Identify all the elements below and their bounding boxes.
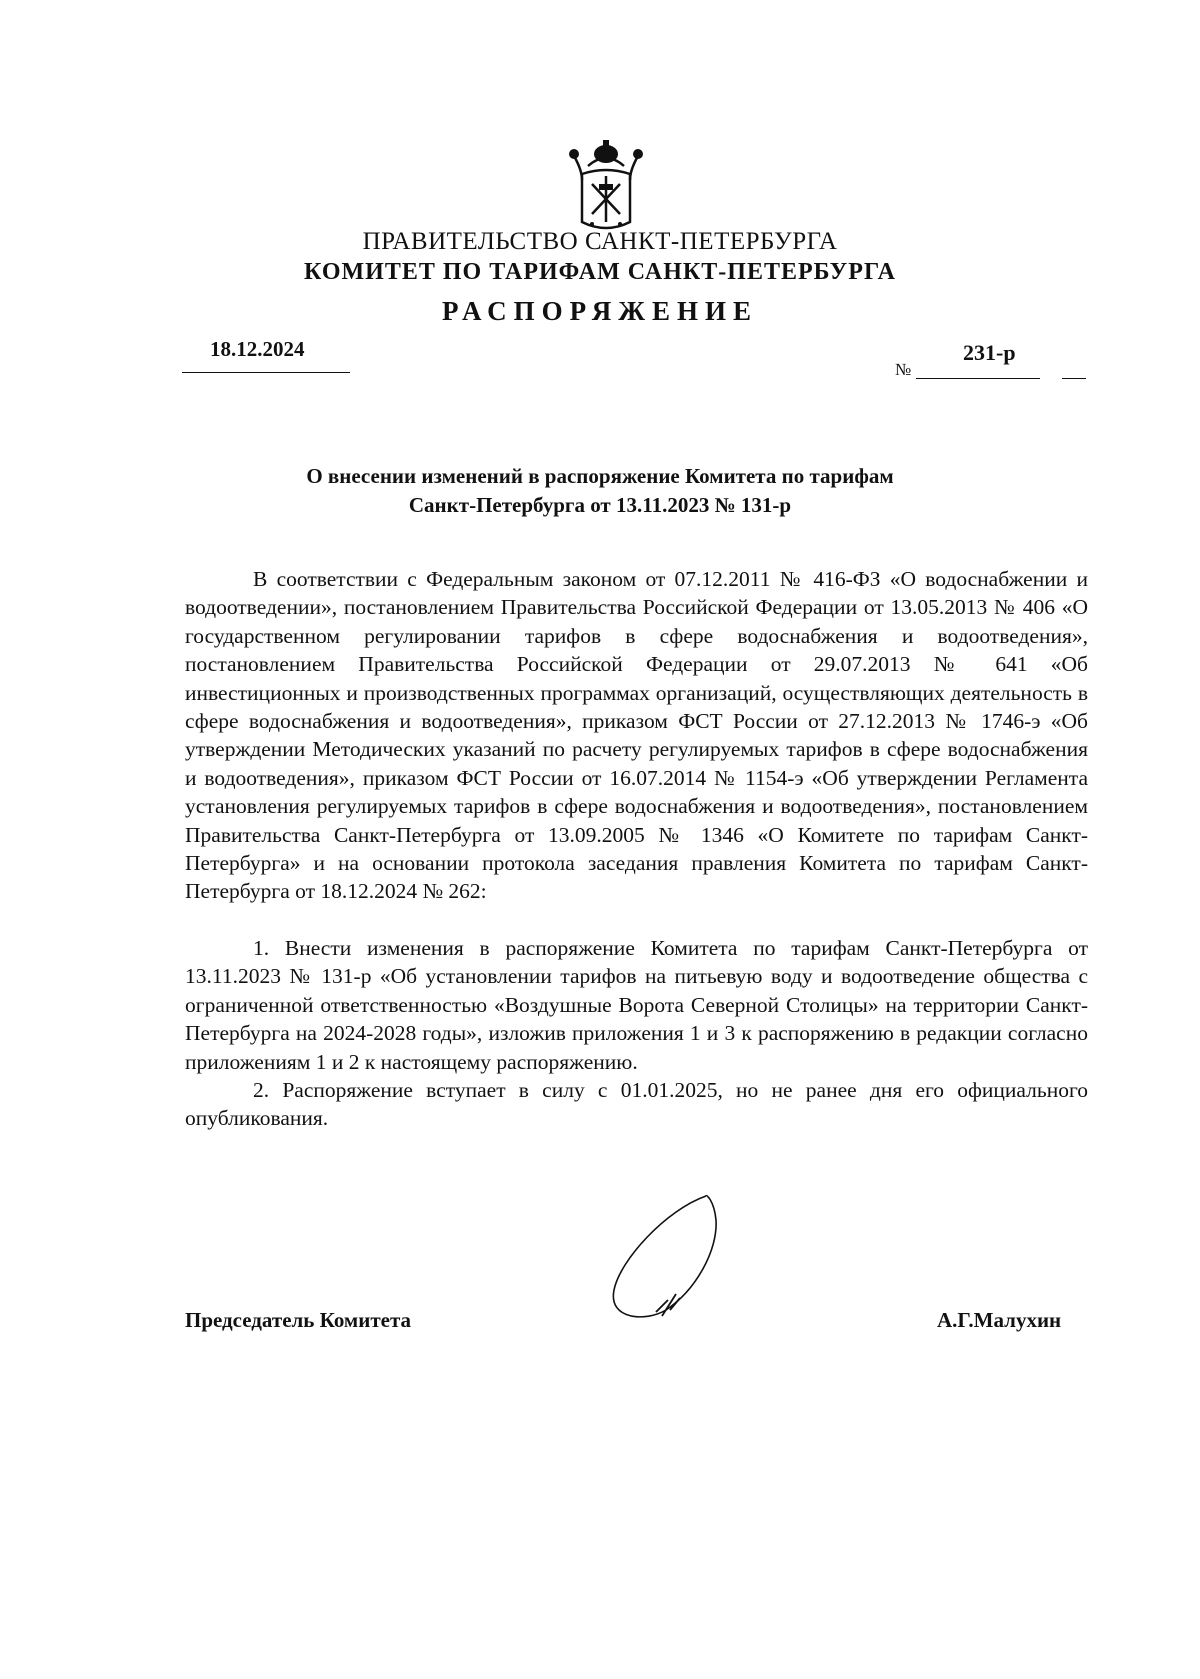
document-type-heading: РАСПОРЯЖЕНИЕ [441, 296, 759, 326]
clause-1: 1. Внести изменения в распоряжение Комитета по тарифам Санкт-Петербурга от 13.11.2023 № 131-р «Об установлении тарифов на питьевую воду и водоотведение общества с ограниченной ответственностью «Воздушные Ворота Северной Столицы» на территории Санкт-Петербурга на 2024-2028 годы», изложив приложения 1 и 3 к распоряжению в редакции согласно приложениям 1 и 2 к настоящему распоряжению. [185, 935, 1088, 1074]
clause-2: 2. Распоряжение вступает в силу с 01.01.2025, но не ранее дня его официального опубликования. [185, 1077, 1088, 1131]
signer-position: Председатель Комитета [185, 1308, 412, 1332]
government-heading: ПРАВИТЕЛЬСТВО САНКТ-ПЕТЕРБУРГА [362, 228, 838, 255]
number-sign: № [895, 360, 912, 379]
document-number: 231-р [963, 340, 1016, 365]
document-date: 18.12.2024 [210, 337, 305, 361]
committee-heading: КОМИТЕТ ПО ТАРИФАМ САНКТ-ПЕТЕРБУРГА [304, 259, 896, 285]
number-underline-tail [1062, 378, 1086, 379]
signer-name: А.Г.Малухин [937, 1308, 1062, 1332]
coat-of-arms-icon [568, 136, 644, 236]
document-body [185, 565, 1088, 1133]
document-title [230, 462, 970, 520]
preamble-paragraph: В соответствии с Федеральным законом от 07.12.2011 № 416-ФЗ «О водоснабжении и водоотведении», постановлением Правительства Российской Федерации от 13.05.2013 № 406 «О государственном регулировании тарифов в сфере водоснабжения и водоотведения», постановлением Правительства Российской Федерации от 29.07.2013 № 641 «Об инвестиционных и производственных программах организаций, осуществляющих деятельность в сфере водоснабжения и водоотведения», приказом ФСТ России от 27.12.2013 № 1746-э «Об утверждении Методических указаний по расчету регулируемых тарифов в сфере водоснабжения и водоотведения», приказом ФСТ России от 16.07.2014 № 1154-э «Об утверждении Регламента установления регулируемых тарифов в сфере водоснабжения и водоотведения», постановлением Правительства Санкт-Петербурга от 13.09.2005 № 1346 «О Комитете по тарифам Санкт-Петербурга» и на основании протокола заседания правления Комитета по тарифам Санкт-Петербурга от 18.12.2024 № 262: [185, 567, 1088, 904]
number-underline [916, 378, 1040, 379]
handwritten-signature [606, 1190, 756, 1340]
title-line-1: О внесении изменений в распоряжение Комитета по тарифам [306, 464, 894, 488]
title-line-2: Санкт-Петербурга от 13.11.2023 № 131-р [408, 493, 792, 517]
date-underline [182, 372, 350, 373]
